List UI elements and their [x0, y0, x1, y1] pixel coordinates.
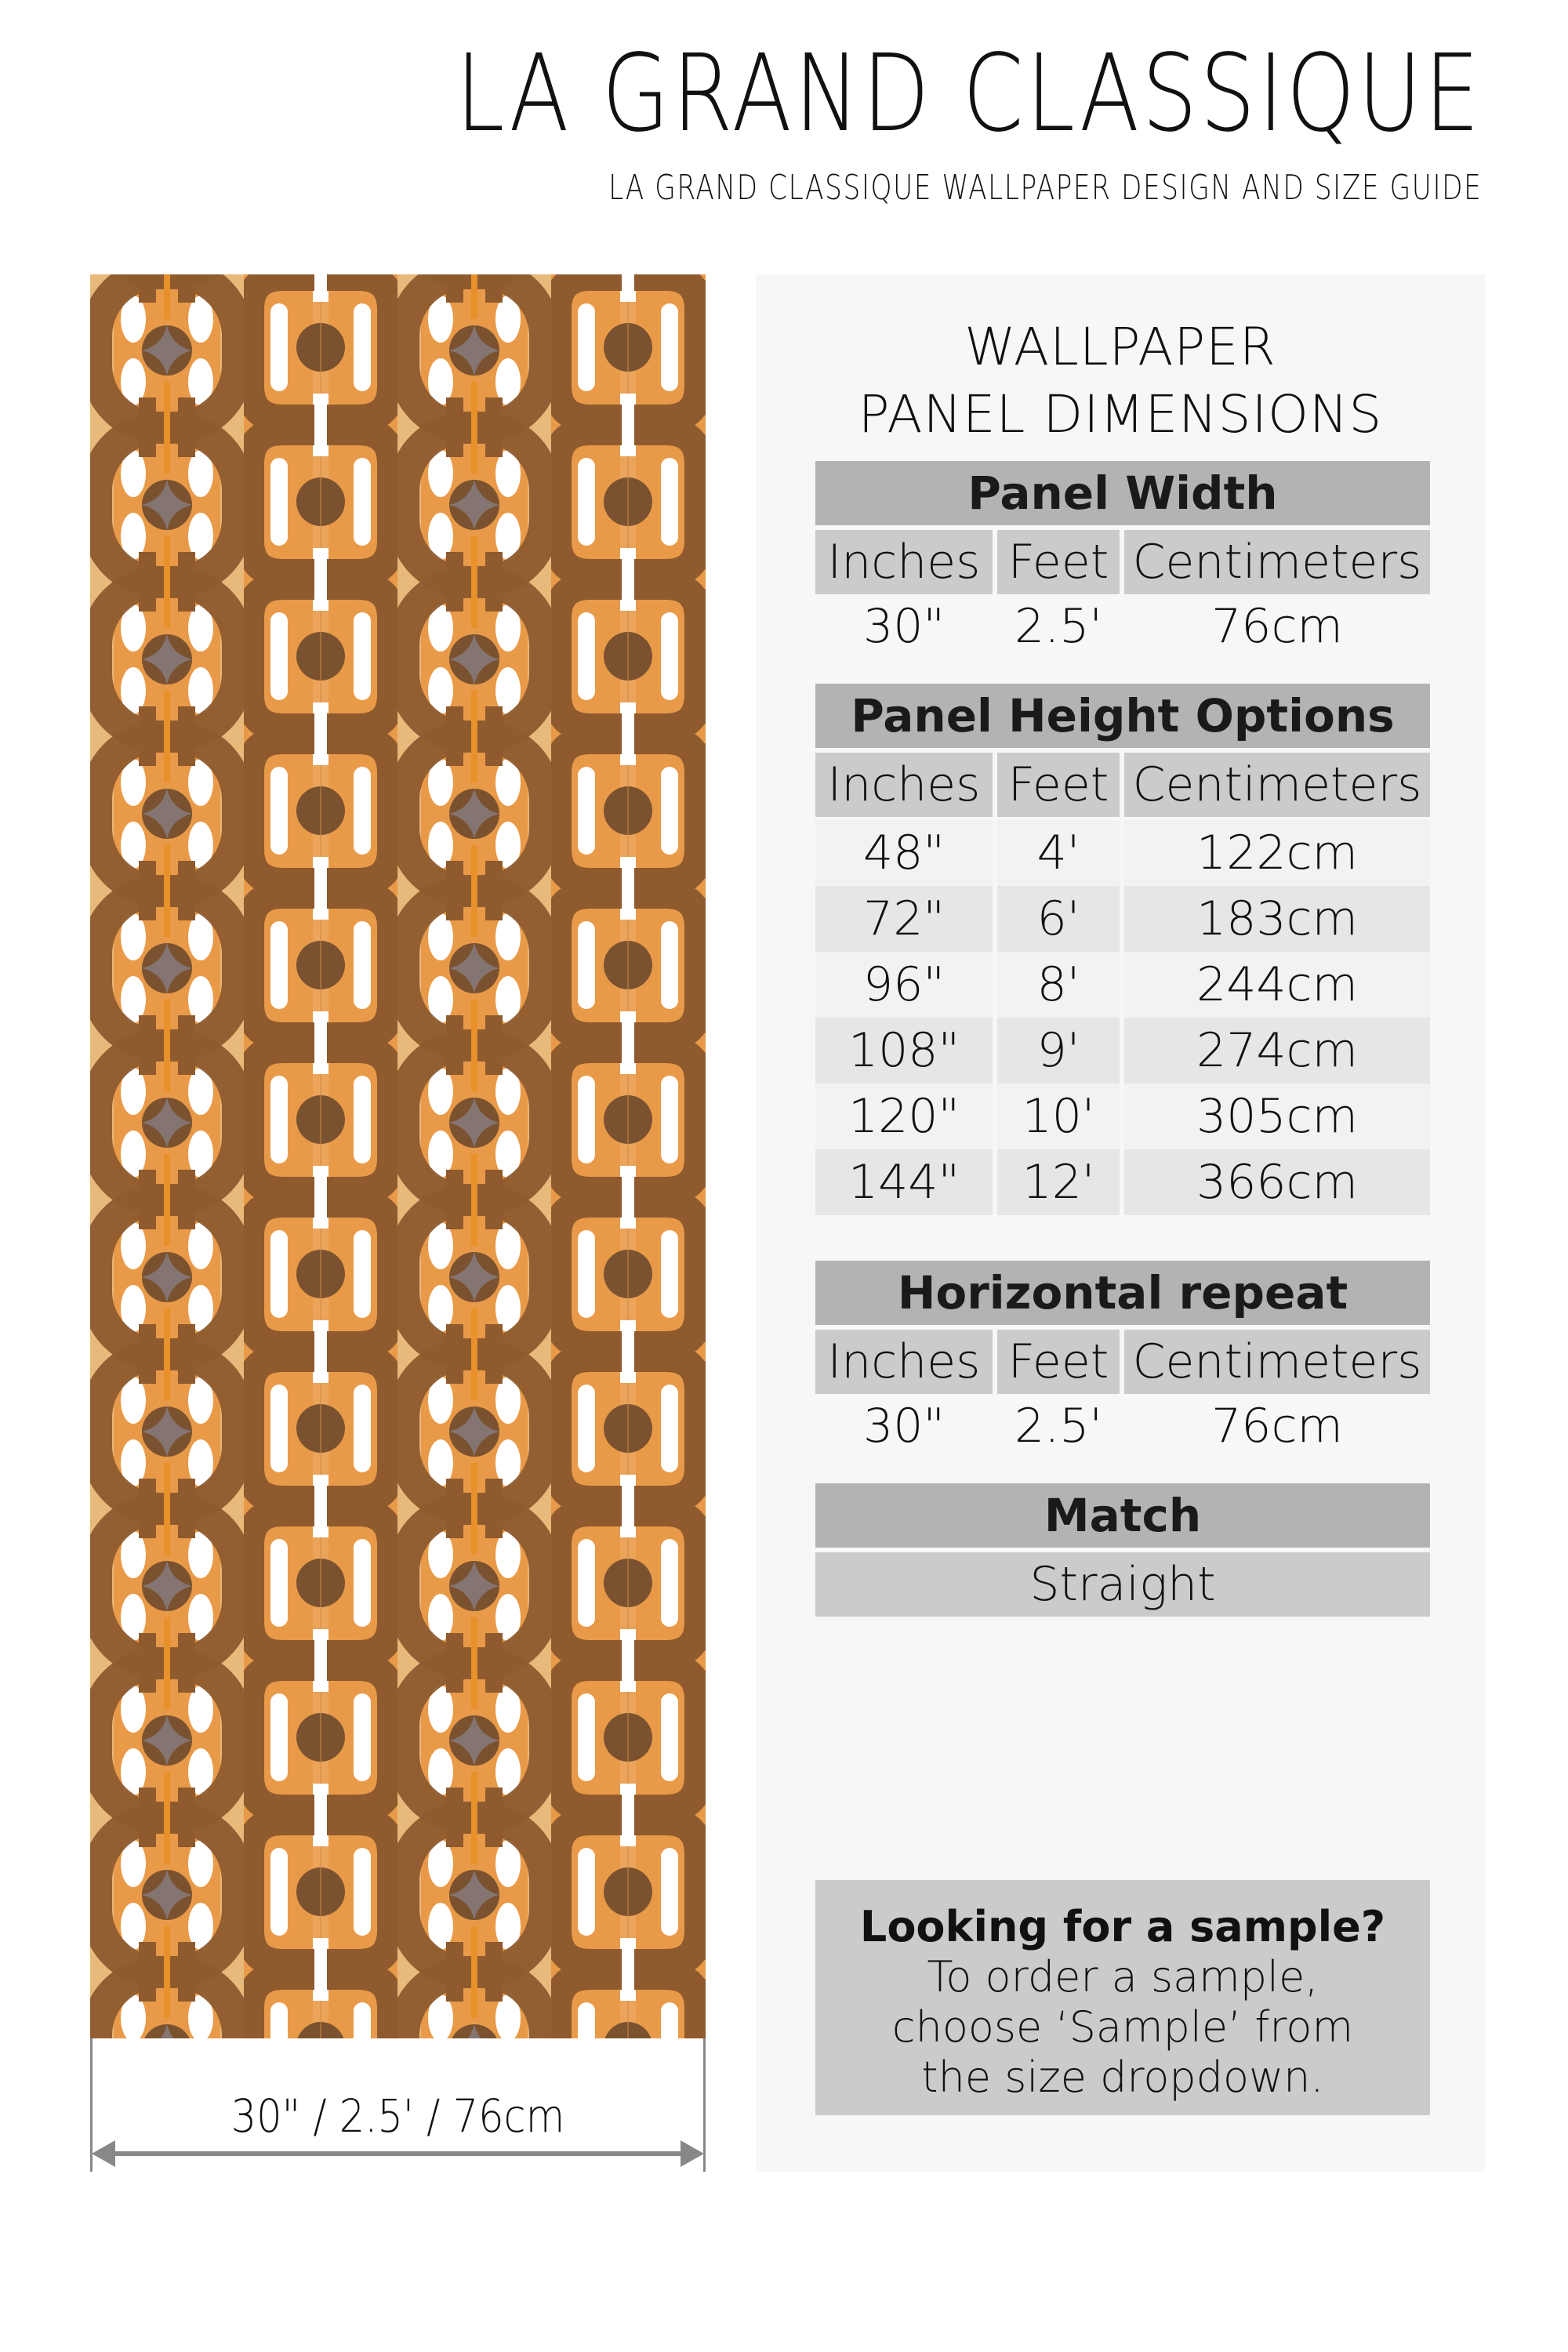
panel-title: [756, 314, 1485, 448]
height-inches: 120": [815, 1083, 993, 1149]
col-cm: Centimeters: [1124, 530, 1430, 594]
arrow-right-icon: [681, 2140, 704, 2167]
panel-title-line1: WALLPAPER: [964, 317, 1276, 377]
height-feet: 9': [997, 1018, 1120, 1083]
repeat-inches: 30": [863, 1399, 945, 1454]
arrow-left-icon: [92, 2140, 115, 2167]
height-feet: 12': [997, 1149, 1120, 1215]
sample-note: [815, 1880, 1430, 2115]
horizontal-repeat-heading: Horizontal repeat: [815, 1261, 1430, 1325]
column-header-row: [815, 753, 1430, 817]
sample-text-line1: To order a sample,: [927, 1952, 1319, 2002]
panel-height-heading: Panel Height Options: [815, 684, 1430, 748]
panel-width-heading: Panel Width: [815, 461, 1430, 525]
height-inches: 144": [815, 1149, 993, 1215]
width-inches: 30": [863, 599, 945, 654]
height-inches: 108": [815, 1018, 993, 1083]
value-row: [815, 594, 1430, 659]
width-dimension-label: 30" / 2.5' / 76cm: [230, 2089, 565, 2143]
sample-text-line2: choose ‘Sample’ from: [891, 2002, 1354, 2052]
col-feet: Feet: [997, 753, 1120, 817]
width-feet: 2.5': [1014, 599, 1102, 654]
height-cm: 274cm: [1124, 1018, 1430, 1083]
height-feet: 8': [997, 952, 1120, 1018]
sample-text-line3: the size dropdown.: [921, 2053, 1324, 2102]
sample-question: Looking for a sample?: [859, 1902, 1386, 1951]
horizontal-repeat-table: [815, 1261, 1430, 1458]
height-inches: 48": [815, 820, 993, 886]
col-inches: Inches: [815, 753, 993, 817]
height-cm: 122cm: [1124, 820, 1430, 886]
guide-subtitle: LA GRAND CLASSIQUE WALLPAPER DESIGN AND SIZE GUIDE: [608, 168, 1482, 208]
table-row: [815, 1149, 1430, 1215]
table-row: [815, 1083, 1430, 1149]
dimension-line: [96, 2151, 699, 2156]
panel-width-table: [815, 461, 1430, 659]
value-row: [815, 1394, 1430, 1458]
panel-title-line2: PANEL DIMENSIONS: [858, 384, 1383, 445]
height-cm: 305cm: [1124, 1083, 1430, 1149]
height-cm: 183cm: [1124, 886, 1430, 952]
table-row: [815, 820, 1430, 886]
brand-title: LA GRAND CLASSIQUE: [455, 32, 1482, 156]
height-cm: 244cm: [1124, 952, 1430, 1018]
width-dimension-indicator: [90, 2038, 706, 2172]
col-feet: Feet: [997, 1330, 1120, 1394]
col-inches: Inches: [815, 1330, 993, 1394]
dimensions-panel: [756, 274, 1485, 2172]
width-cm: 76cm: [1211, 599, 1343, 654]
height-inches: 72": [815, 886, 993, 952]
height-feet: 4': [997, 820, 1120, 886]
column-header-row: [815, 530, 1430, 594]
col-cm: Centimeters: [1124, 1330, 1430, 1394]
height-cm: 366cm: [1124, 1149, 1430, 1215]
column-header-row: [815, 1330, 1430, 1394]
height-feet: 10': [997, 1083, 1120, 1149]
col-inches: Inches: [815, 530, 993, 594]
repeat-feet: 2.5': [1014, 1399, 1102, 1454]
match-table: [815, 1483, 1430, 1617]
height-inches: 96": [815, 952, 993, 1018]
col-feet: Feet: [997, 530, 1120, 594]
repeat-cm: 76cm: [1211, 1399, 1343, 1454]
table-row: [815, 1018, 1430, 1083]
match-heading: Match: [815, 1483, 1430, 1548]
height-feet: 6': [997, 886, 1120, 952]
col-cm: Centimeters: [1124, 753, 1430, 817]
table-row: [815, 952, 1430, 1018]
panel-height-table: [815, 684, 1430, 1215]
table-row: [815, 886, 1430, 952]
wallpaper-preview: [90, 274, 706, 2038]
match-value: Straight: [815, 1552, 1430, 1617]
